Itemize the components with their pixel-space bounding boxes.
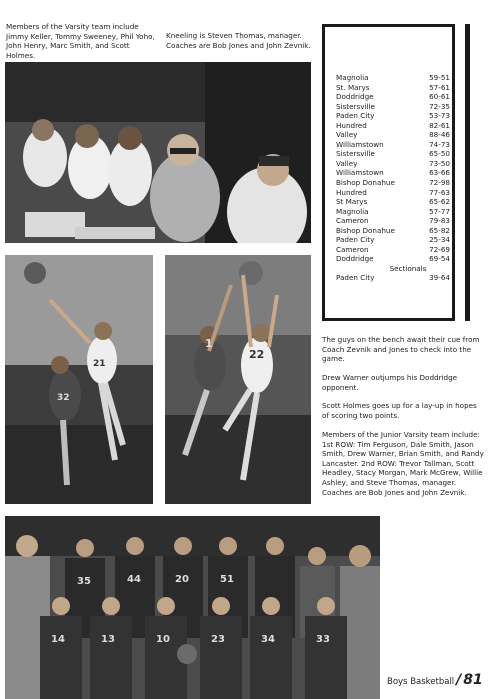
jersey-number: 33 — [316, 634, 330, 645]
score-value: 72-69 — [429, 244, 450, 254]
score-team: Paden City — [336, 235, 375, 245]
score-team: Valley — [336, 158, 358, 168]
score-row — [336, 92, 450, 102]
jersey-number: 34 — [261, 634, 275, 645]
score-team: Hundred — [336, 120, 367, 130]
page-folio — [387, 672, 483, 688]
season-scores-box — [322, 24, 455, 321]
jersey-number: 10 — [156, 634, 170, 645]
score-team: Hundred — [336, 187, 367, 197]
junior-varsity-team-photo — [5, 516, 380, 699]
score-team: Cameron — [336, 244, 369, 254]
score-row — [336, 188, 450, 198]
caption-drew: Drew Warner outjumps his Doddridge opponent. — [322, 373, 458, 392]
scott-holmes-photo — [165, 255, 311, 504]
folio-slash: / — [456, 672, 462, 688]
score-team: Paden City — [336, 273, 375, 283]
score-row — [336, 207, 450, 217]
score-team: St Marys — [336, 197, 368, 207]
jersey-number: 51 — [220, 574, 234, 585]
score-team: Sistersville — [336, 149, 375, 159]
score-row — [336, 159, 450, 169]
score-row — [336, 235, 450, 245]
score-value: 63-66 — [429, 168, 450, 178]
score-team: Williamstown — [336, 139, 384, 149]
score-row — [336, 102, 450, 112]
jersey-number: 23 — [211, 634, 225, 645]
scores-list — [336, 73, 450, 283]
decorative-bar — [465, 24, 470, 321]
score-row — [336, 121, 450, 131]
jersey-number-defender-right: 1 — [205, 337, 213, 350]
score-row — [336, 168, 450, 178]
score-team: Valley — [336, 130, 358, 140]
score-value: 88-46 — [429, 130, 450, 140]
folio-section: Boys Basketball — [387, 677, 455, 687]
score-row — [336, 73, 450, 83]
score-team: Sistersville — [336, 101, 375, 111]
score-value: 60-61 — [429, 92, 450, 102]
score-value: 65-82 — [429, 225, 450, 235]
score-row-sectionals — [336, 273, 450, 283]
score-team: Williamstown — [336, 168, 384, 178]
score-team: Cameron — [336, 216, 369, 226]
score-value: 53-73 — [429, 111, 450, 121]
score-value: 79-83 — [429, 216, 450, 226]
score-row — [336, 197, 450, 207]
caption-junior-varsity: Members of the Junior Varsity team include: 1st ROW: Tim Ferguson, Dale Smith, Jason Smith, Drew Warner, Brian Smith, and Randy Lancaster. 2nd ROW: Trevor Tallman, Scott Headley, Stacy Morgan, Mark McGrew, Willie Ashley, and Steve Thomas, manager. Coaches are Bob Jones and John Zevnik. — [322, 430, 484, 497]
score-value: 73-50 — [429, 158, 450, 168]
score-team: Bishop Donahue — [336, 178, 395, 188]
score-row — [336, 216, 450, 226]
score-row — [336, 140, 450, 150]
score-value: 72-98 — [429, 178, 450, 188]
jersey-number: 35 — [77, 576, 91, 587]
score-row — [336, 226, 450, 236]
caption-varsity-members: Members of the Varsity team include Jimmy Keller, Tommy Sweeney, Phil Yoho, John Henry, Marc Smith, and Scott Holmes. — [6, 22, 155, 60]
jersey-number-defender-left: 32 — [57, 393, 70, 403]
score-value: 77-63 — [429, 187, 450, 197]
caption-scott: Scott Holmes goes up for a lay-up in hopes of scoring two points. — [322, 401, 477, 420]
score-team: St. Marys — [336, 82, 370, 92]
jersey-number-drew: 21 — [93, 359, 106, 369]
score-value: 39-64 — [429, 273, 450, 283]
score-value: 74-73 — [429, 139, 450, 149]
drew-warner-photo — [5, 255, 153, 504]
score-team: Magnolia — [336, 206, 369, 216]
score-value: 57-77 — [429, 206, 450, 216]
jersey-number-scott: 22 — [249, 348, 265, 361]
score-value: 72-35 — [429, 101, 450, 111]
score-row — [336, 83, 450, 93]
caption-bench: The guys on the bench await their cue from Coach Zevnik and Jones to check into the game. — [322, 335, 480, 364]
score-row — [336, 130, 450, 140]
score-value: 65-62 — [429, 197, 450, 207]
score-team: Magnolia — [336, 73, 369, 82]
bench-photo — [5, 62, 311, 243]
score-value: 82-61 — [429, 120, 450, 130]
score-value: 59-51 — [429, 73, 450, 82]
jersey-number: 44 — [127, 574, 141, 585]
score-value: 65-50 — [429, 149, 450, 159]
score-team: Bishop Donahue — [336, 225, 395, 235]
jersey-number: 13 — [101, 634, 115, 645]
score-team: Doddridge — [336, 92, 374, 102]
score-team: Paden City — [336, 111, 375, 121]
score-value: 57-61 — [429, 82, 450, 92]
score-row — [336, 245, 450, 255]
score-value: 69-54 — [429, 254, 450, 264]
jersey-number: 14 — [51, 634, 65, 645]
score-row — [336, 178, 450, 188]
sectionals-label: Sectionals — [389, 263, 427, 273]
score-row — [336, 254, 450, 264]
score-team: Doddridge — [336, 254, 374, 264]
folio-page-number: 81 — [463, 672, 483, 688]
score-value: 25-34 — [429, 235, 450, 245]
caption-coaches: Kneeling is Steven Thomas, manager. Coaches are Bob Jones and John Zevnik. — [166, 31, 311, 50]
jersey-number: 20 — [175, 574, 189, 585]
score-row — [336, 111, 450, 121]
score-row — [336, 149, 450, 159]
